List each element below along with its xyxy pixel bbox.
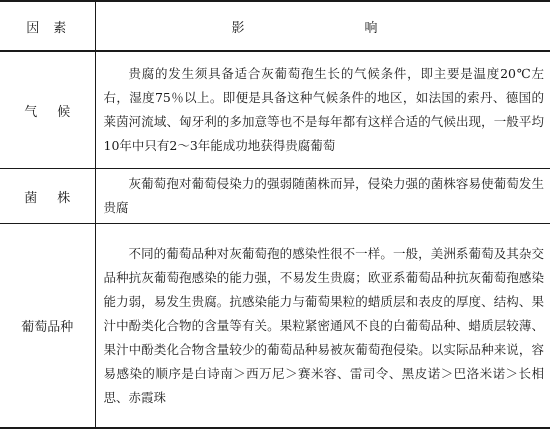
factor-cell-strain <box>0 169 95 224</box>
factor-header-text: 因素 <box>26 20 81 36</box>
factor-column-header <box>0 1 95 51</box>
factor-label-climate: 气候 <box>24 104 91 120</box>
factor-label-strain: 菌株 <box>24 190 91 206</box>
factor-cell-climate <box>0 51 95 169</box>
effect-column-header <box>95 1 550 51</box>
table-header <box>0 1 550 51</box>
table-row-variety <box>0 224 550 429</box>
effect-cell-variety: 不同的葡萄品种对灰葡萄孢的感染性很不一样。一般，美洲系葡萄及其杂交品种抗灰葡萄孢感染的能力强，不易发生贵腐；欧亚系葡萄品种抗灰葡萄孢感染能力弱，易发生贵腐。抗感染能力与葡萄果粒的蜡质层和表皮的厚度、结构、果汁中酚类化合物的含量等有关。果粒紧密通风不良的白葡萄品种、蜡质层较薄、果汁中酚类化合物含量较少的葡萄品种易被灰葡萄孢侵染。以实际品种来说，容易感染的顺序是白诗南＞西万尼＞赛米容、雷司令、黑皮诺＞巴洛米诺＞长相思、赤霞珠 <box>95 224 550 429</box>
table-body <box>0 51 550 428</box>
table-row-climate <box>0 51 550 169</box>
factor-label-variety: 葡萄品种 <box>21 320 74 335</box>
effect-header-text: 影响 <box>231 20 498 36</box>
table-row-strain <box>0 169 550 224</box>
effect-cell-climate: 贵腐的发生须具备适合灰葡萄孢生长的气候条件，即主要是温度20℃左右，湿度75％以上。即便是具备这种气候条件的地区，如法国的索丹、德国的莱茵河流域、匈牙利的多加意等也不是每年都有这样合适的气候出现，一般平均10年中只有2～3年能成功地获得贵腐葡萄 <box>95 51 550 169</box>
effect-cell-strain: 灰葡萄孢对葡萄侵染力的强弱随菌株而异，侵染力强的菌株容易使葡萄发生贵腐 <box>95 169 550 224</box>
header-row <box>0 1 550 51</box>
factor-cell-variety <box>0 224 95 429</box>
